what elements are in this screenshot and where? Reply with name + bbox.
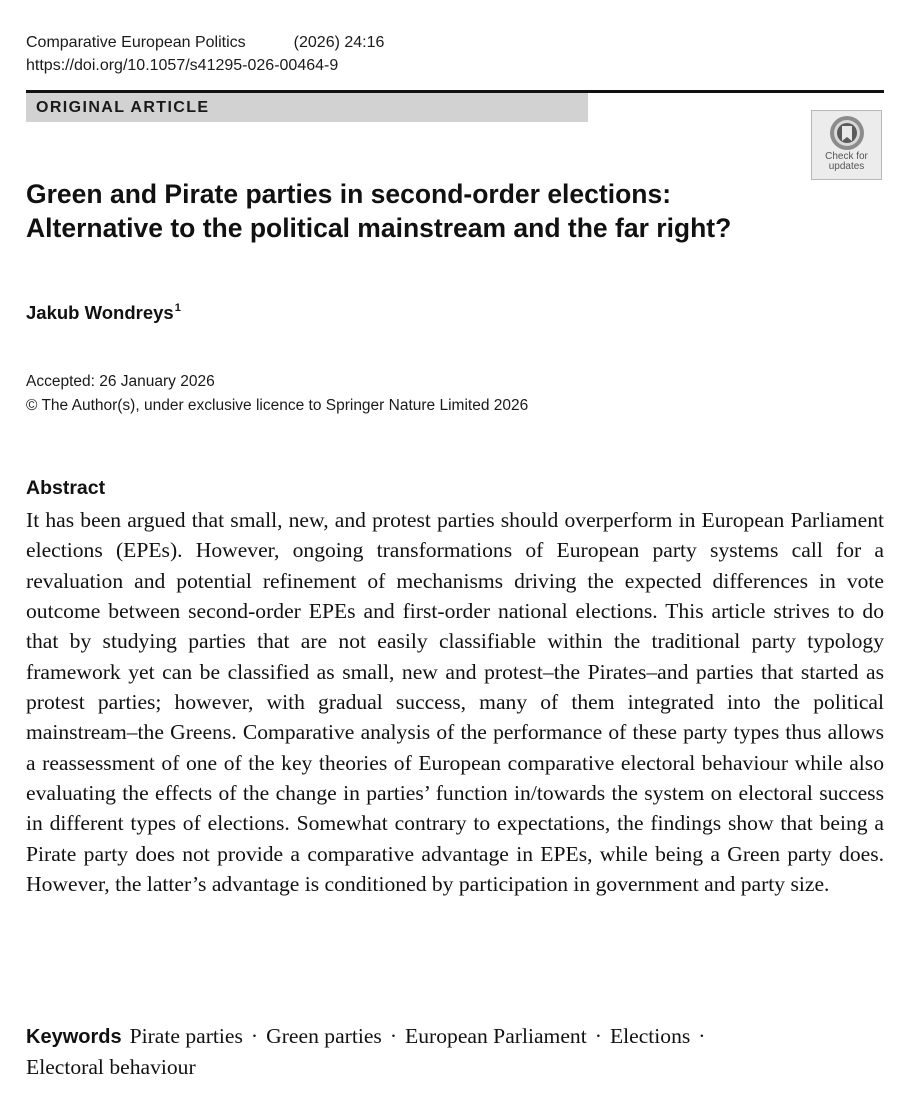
keyword-item[interactable]: Green parties: [266, 1024, 382, 1048]
journal-year-volume: (2026) 24:16: [293, 34, 385, 51]
abstract-heading: Abstract: [26, 477, 106, 499]
accepted-date: Accepted: 26 January 2026: [26, 373, 215, 390]
keyword-item[interactable]: Electoral behaviour: [26, 1055, 196, 1079]
affiliation-mark[interactable]: 1: [174, 302, 181, 314]
check-for-updates-icon: [826, 114, 868, 152]
keywords-label: Keywords: [26, 1026, 122, 1048]
article-title: [26, 177, 806, 245]
keyword-item[interactable]: Elections: [609, 1024, 691, 1048]
check-for-updates-badge[interactable]: [811, 110, 882, 180]
copyright-notice: © The Author(s), under exclusive licence to Springer Nature Limited 2026: [26, 397, 529, 414]
article-title-line-2: Alternative to the political mainstream and the far right?: [26, 213, 732, 243]
keyword-separator: ·: [594, 1024, 602, 1048]
check-for-updates-label: Check for updates: [825, 151, 868, 172]
keyword-separator: ·: [250, 1024, 259, 1048]
author-name: Jakub Wondreys: [26, 302, 174, 323]
doi-link[interactable]: https://doi.org/10.1057/s41295-026-00464-9: [26, 57, 339, 74]
article-type-banner: ORIGINAL ARTICLE: [26, 93, 588, 122]
keywords: [26, 1021, 884, 1082]
abstract-text: It has been argued that small, new, and protest parties should overperform in European Parliament elections (EPEs). However, ongoing transformations of European party systems call for a revaluation and potential refinement of mechanisms driving the expected differences in vote outcome between second-order EPEs and first-order national elections. This article strives to do that by studying parties that are not easily classifiable within the traditional party typology framework yet can be classified as small, new and protest–the Pirates–and parties that started as protest parties; however, with gradual success, many of them integrated into the political mainstream–the Greens. Comparative analysis of the performance of these party types thus allows a reassessment of one of the key theories of European comparative electoral behaviour while also evaluating the effects of the change in parties’ function in/towards the system on electoral success in different types of elections. Somewhat contrary to expectations, the findings show that being a Pirate party does not provide a comparative advantage in EPEs, while being a Green party does. However, the latter’s advantage is conditioned by participation in government and party size.: [26, 508, 884, 897]
keyword-item[interactable]: Pirate parties: [129, 1024, 243, 1048]
article-title-line-1: Green and Pirate parties in second-order elections:: [26, 179, 672, 209]
keyword-item[interactable]: European Parliament: [405, 1024, 587, 1048]
keyword-separator: ·: [389, 1024, 398, 1048]
journal-name: Comparative European Politics: [26, 34, 246, 51]
author[interactable]: [26, 296, 181, 325]
keyword-separator: ·: [698, 1024, 706, 1048]
journal-citation: [26, 33, 384, 53]
